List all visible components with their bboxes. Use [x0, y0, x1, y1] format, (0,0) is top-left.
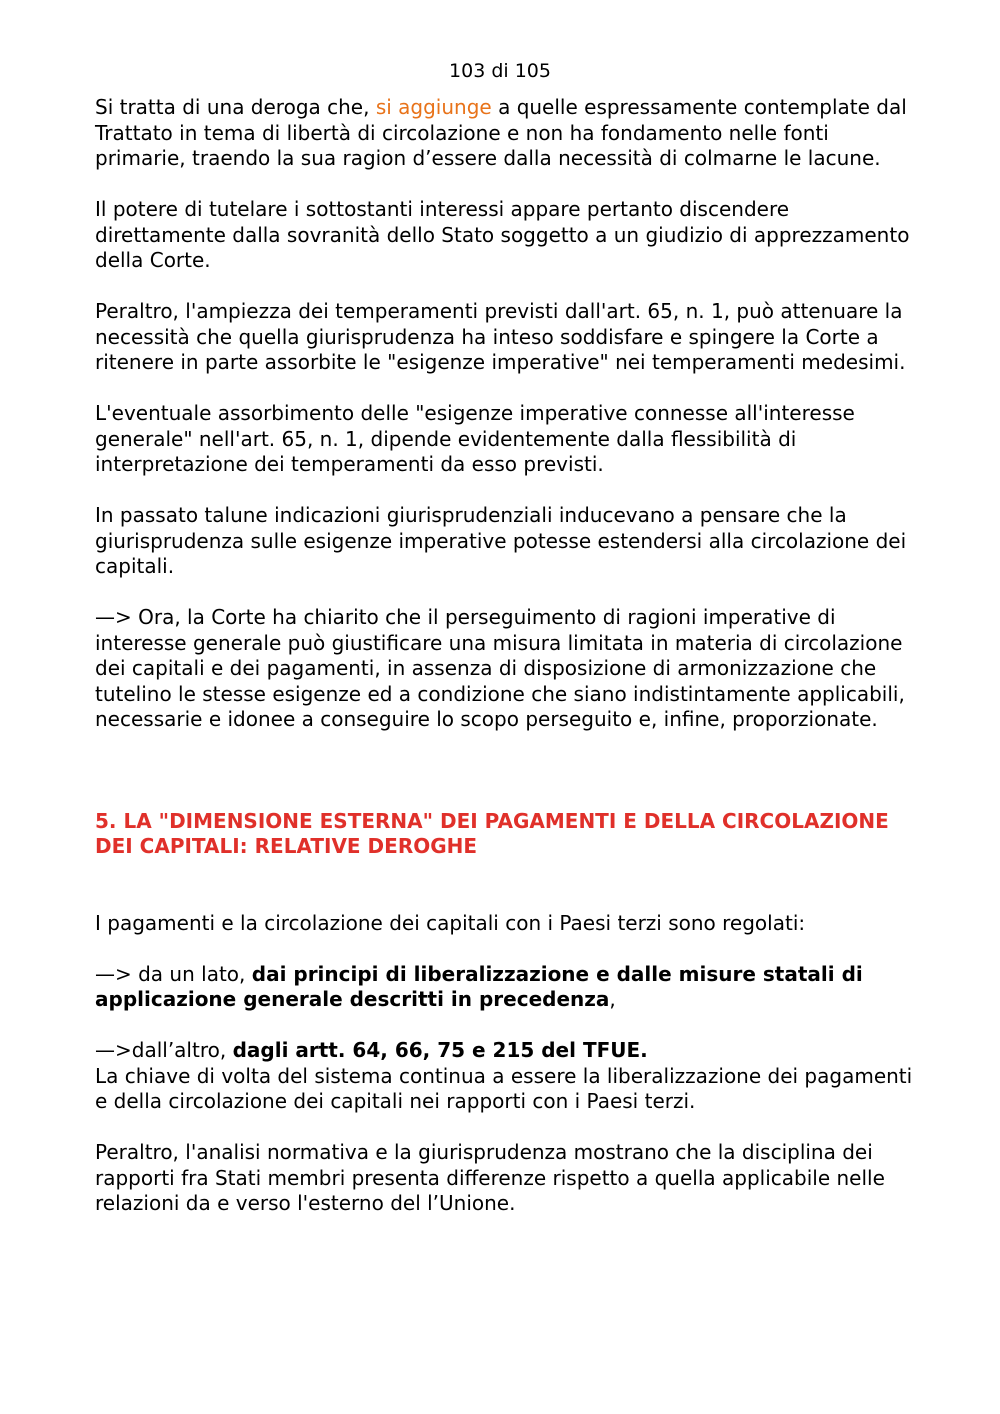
list-item-prefix: —>dall’altro,: [95, 1038, 233, 1062]
highlighted-phrase: si aggiunge: [375, 95, 492, 119]
spacer: [95, 860, 915, 911]
spacer: [95, 172, 915, 198]
list-item-dall-altro: [95, 1038, 915, 1064]
list-item-da-un-lato: [95, 962, 915, 1013]
paragraph-passato: In passato talune indicazioni giurisprudenziali inducevano a pensare che la giurisprudenza sulle esigenze imperative potesse estendersi alla circolazione dei capitali.: [95, 503, 907, 578]
list-item-bold-text: dagli artt. 64, 66, 75 e 215 del TFUE.: [232, 1038, 648, 1062]
paragraph-deroga-end: a quelle espressamente contemplate dal Trattato in tema di libertà di circolazione e non ha fondamento nelle fonti primarie, traendo la sua ragion d’essere dalla necessità di colmarne le lacune.: [95, 95, 907, 170]
spacer: [95, 936, 915, 962]
document-body: [95, 95, 915, 1217]
spacer: [95, 376, 915, 402]
spacer: [95, 733, 915, 809]
paragraph-chiave-di-volta: La chiave di volta del sistema continua a essere la liberalizzazione dei pagamenti e della circolazione dei capitali nei rapporti con i Paesi terzi.: [95, 1063, 913, 1113]
spacer: [95, 1115, 915, 1141]
spacer: [95, 1013, 915, 1039]
spacer: [95, 580, 915, 606]
section-heading: 5. LA "DIMENSIONE ESTERNA" DEI PAGAMENTI E DELLA CIRCOLAZIONE DEI CAPITALI: RELATIVE DEROGHE: [95, 808, 889, 858]
list-item-prefix: —> da un lato,: [95, 961, 252, 986]
paragraph-ampiezza: Peraltro, l'ampiezza dei temperamenti previsti dall'art. 65, n. 1, può attenuare la necessità che quella giurisprudenza ha inteso soddisfare e spingere la Corte a ritenere in parte assorbite le "esigenze imperative" nei temperamenti medesimi.: [95, 299, 906, 374]
paragraph-analisi: Peraltro, l'analisi normativa e la giurisprudenza mostrano che la disciplina dei rapporti fra Stati membri presenta differenze rispetto a quella applicabile nelle relazioni da e verso l'esterno del l’Unione.: [95, 1140, 885, 1215]
list-item-bold-text: dai principi di liberalizzazione e dalle misure statali di applicazione generale descritti in precedenza: [95, 961, 863, 1011]
page-number: 103 di 105: [449, 60, 551, 82]
list-item-suffix: ,: [609, 987, 616, 1011]
spacer: [95, 478, 915, 504]
paragraph-potere: Il potere di tutelare i sottostanti interessi appare pertanto discendere direttamente dalla sovranità dello Stato soggetto a un giudizio di apprezzamento della Corte.: [95, 197, 910, 272]
paragraph-deroga-start: Si tratta di una deroga che,: [95, 95, 376, 119]
spacer: [95, 274, 915, 300]
paragraph-corte: —> Ora, la Corte ha chiarito che il perseguimento di ragioni imperative di interesse generale può giustificare una misura limitata in materia di circolazione dei capitali e dei pagamenti, in assenza di disposizione di armonizzazione che tutelino le stesse esigenze ed a condizione che siano indistintamente applicabili, necessarie e idonee a conseguire lo scopo perseguito e, infine, proporzionate.: [95, 605, 905, 731]
paragraph-assorbimento: L'eventuale assorbimento delle "esigenze imperative connesse all'interesse generale" nell'art. 65, n. 1, dipende evidentemente dalla flessibilità di interpretazione dei temperamenti da esso previsti.: [95, 401, 855, 476]
paragraph-deroga: [95, 95, 915, 172]
paragraph-intro: I pagamenti e la circolazione dei capitali con i Paesi terzi sono regolati:: [95, 910, 806, 935]
